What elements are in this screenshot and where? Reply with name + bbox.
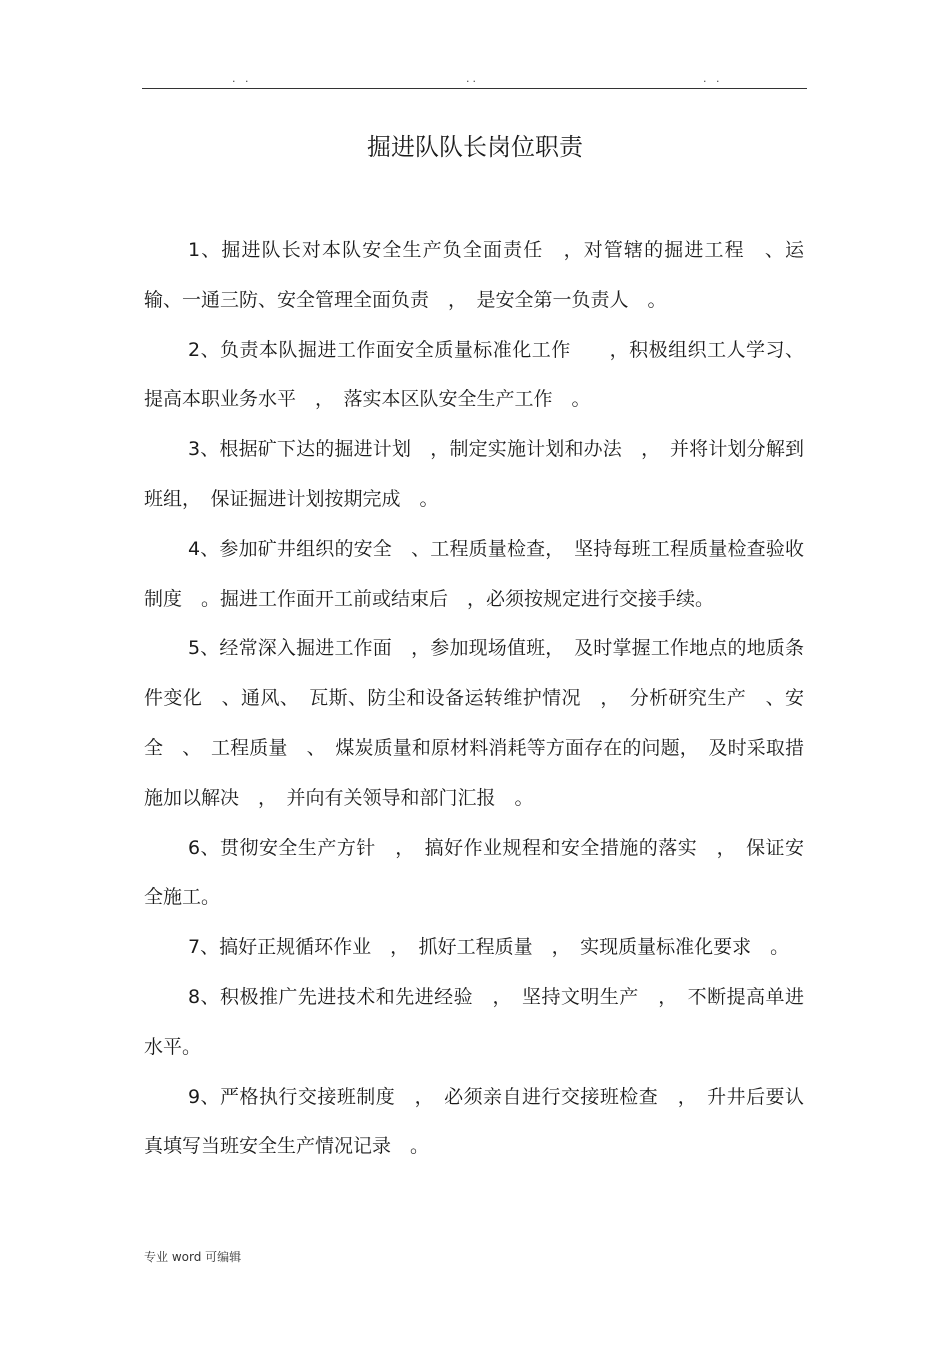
paragraph-5: 5、经常深入掘进工作面 ，参加现场值班， 及时掌握工作地点的地质条件变化 、通风、 瓦斯、防尘和设备运转维护情况 ， 分析研究生产 、安全 、 工程质量 、 煤炭质量和原材料消耗等方面存在的问题， 及时采取措施加以解决 ， 并向有关领导和部门汇报 。 bbox=[144, 637, 804, 809]
header-rule bbox=[142, 88, 807, 89]
footer-note: 专业 word 可编辑 bbox=[144, 1250, 242, 1264]
header-mark-center: .. bbox=[466, 72, 479, 85]
paragraph-9: 9、严格执行交接班制度 ， 必须亲自进行交接班检查 ， 升井后要认真填写当班安全生产情况记录 。 bbox=[144, 1085, 804, 1158]
header-mark-right: . . bbox=[703, 72, 723, 85]
document-body bbox=[144, 226, 804, 1172]
paragraph-8: 8、积极推广先进技术和先进经验 ， 坚持文明生产 ， 不断提高单进水平。 bbox=[144, 985, 804, 1058]
paragraph-1: 1、掘进队长对本队安全生产负全面责任 ，对管辖的掘进工程 、运输、一通三防、安全管理全面负责 ， 是安全第一负责人 。 bbox=[144, 239, 804, 311]
page-title: 掘进队队长岗位职责 bbox=[367, 133, 583, 161]
header-mark-left: . . bbox=[232, 72, 252, 85]
paragraph-4: 4、参加矿井组织的安全 、工程质量检查， 坚持每班工程质量检查验收制度 。掘进工作面开工前或结束后 ，必须按规定进行交接手续。 bbox=[144, 537, 804, 610]
paragraph-3: 3、根据矿下达的掘进计划 ，制定实施计划和办法 ， 并将计划分解到班组， 保证掘进计划按期完成 。 bbox=[144, 438, 804, 510]
paragraph-7: 7、搞好正规循环作业 ， 抓好工程质量 ， 实现质量标准化要求 。 bbox=[188, 936, 790, 959]
paragraph-6: 6、贯彻安全生产方针 ， 搞好作业规程和安全措施的落实 ， 保证安全施工。 bbox=[144, 836, 804, 909]
paragraph-2: 2、负责本队掘进工作面安全质量标准化工作 ，积极组织工人学习、提高本职业务水平 ， 落实本区队安全生产工作 。 bbox=[144, 338, 804, 411]
